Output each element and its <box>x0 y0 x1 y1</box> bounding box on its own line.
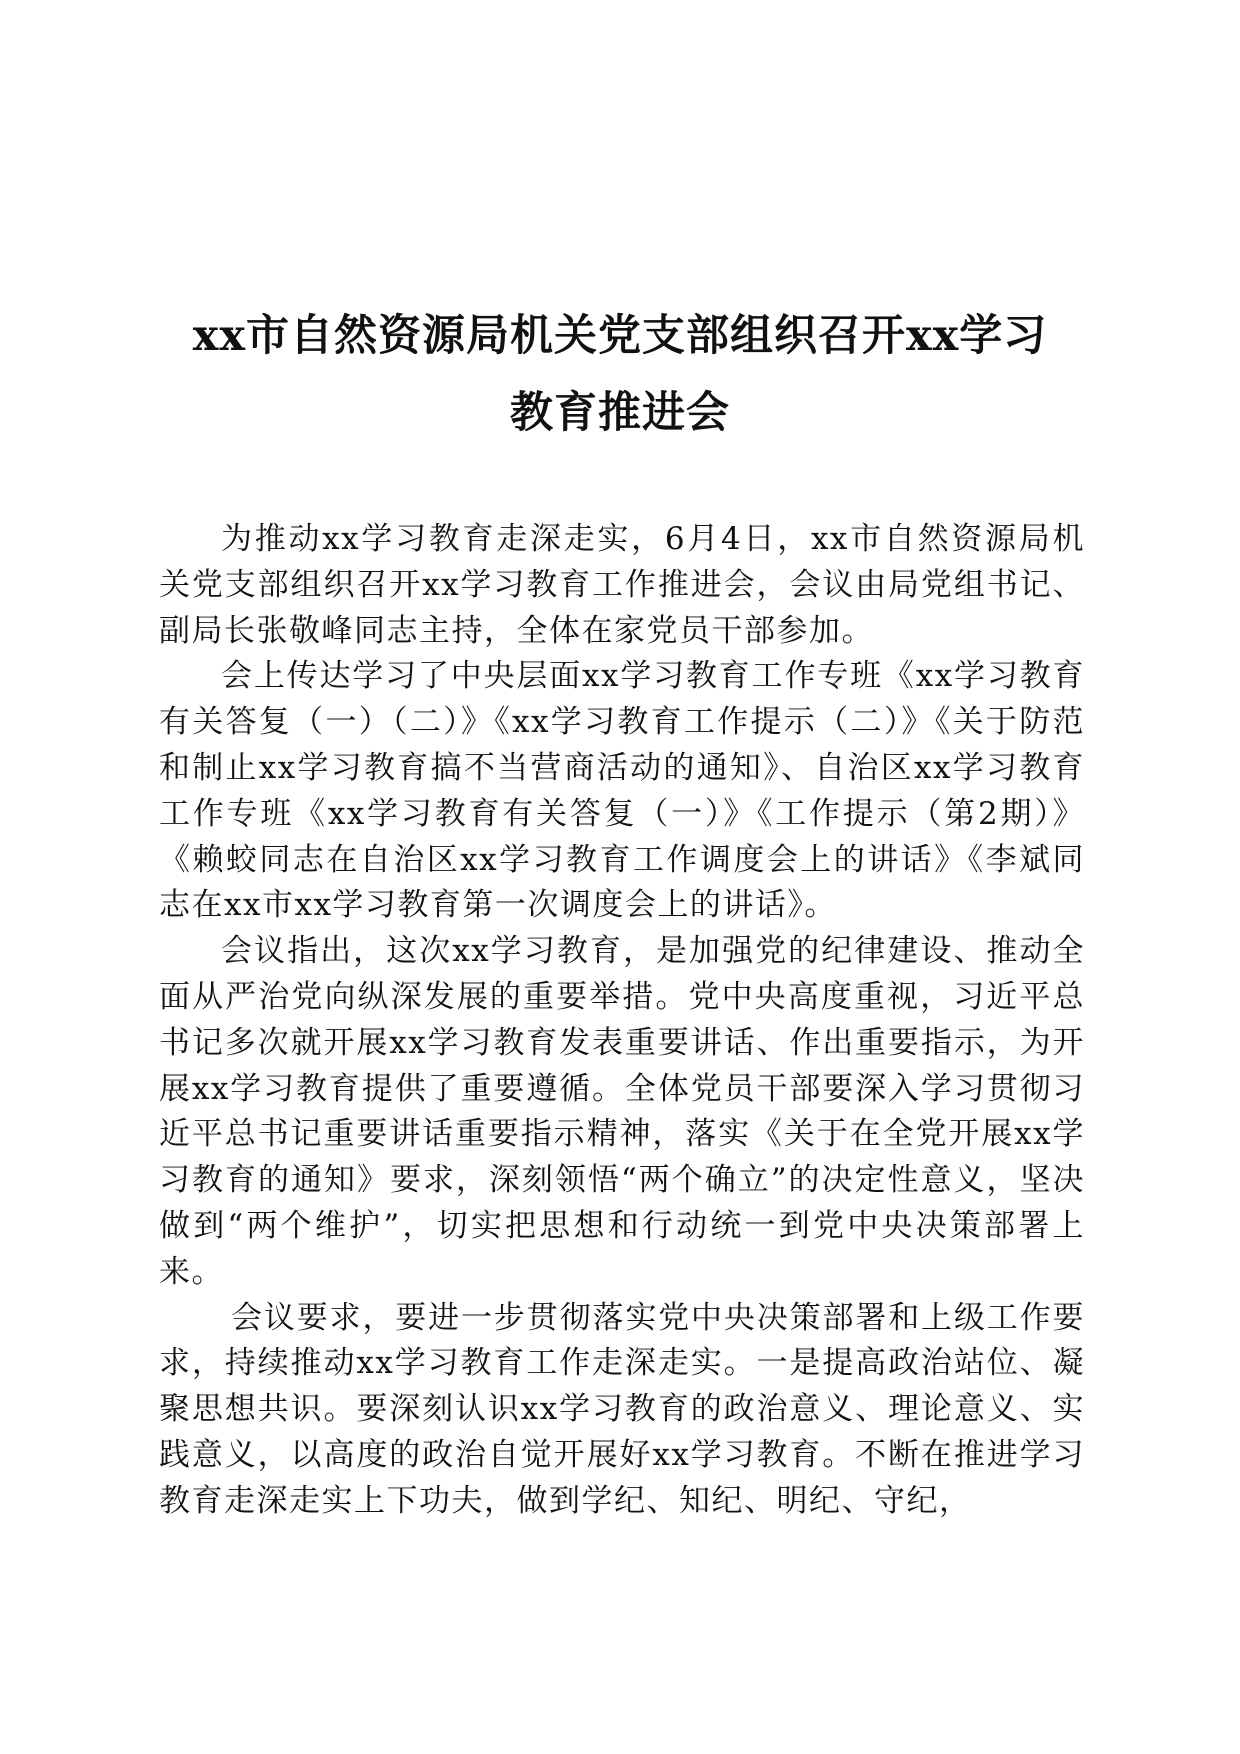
paragraph-3: 会议指出，这次xx学习教育，是加强党的纪律建设、推动全面从严治党向纵深发展的重要举措。党中央高度重视，习近平总书记多次就开展xx学习教育发表重要讲话、作出重要指示，为开展xx学习教育提供了重要遵循。全体党员干部要深入学习贯彻习近平总书记重要讲话重要指示精神，落实《关于在全党开展xx学习教育的通知》要求，深刻领悟“两个确立”的决定性意义，坚决做到“两个维护”，切实把思想和行动统一到党中央决策部署上来。 <box>159 933 1085 1290</box>
title-line-1: xx市自然资源局机关党支部组织召开xx学习 <box>192 311 1048 361</box>
document-title <box>150 298 1090 452</box>
paragraph-4: 会议要求，要进一步贯彻落实党中央决策部署和上级工作要求，持续推动xx学习教育工作走深走实。一是提高政治站位、凝聚思想共识。要深刻认识xx学习教育的政治意义、理论意义、实践意义，以高度的政治自觉开展好xx学习教育。不断在推进学习教育走深走实上下功夫，做到学纪、知纪、明纪、守纪， <box>159 1299 1085 1519</box>
title-line-2: 教育推进会 <box>510 388 730 438</box>
paragraph-2: 会上传达学习了中央层面xx学习教育工作专班《xx学习教育有关答复（一）（二）》《xx学习教育工作提示（二）》《关于防范和制止xx学习教育搞不当营商活动的通知》、自治区xx学习教育工作专班《xx学习教育有关答复（一）》《工作提示（第2期）》《赖蛟同志在自治区xx学习教育工作调度会上的讲话》《李斌同志在xx市xx学习教育第一次调度会上的讲话》。 <box>159 658 1085 924</box>
paragraph-1: 为推动xx学习教育走深走实，6月4日，xx市自然资源局机关党支部组织召开xx学习教育工作推进会，会议由局党组书记、副局长张敬峰同志主持，全体在家党员干部参加。 <box>159 521 1085 649</box>
document-body <box>159 517 1085 1525</box>
